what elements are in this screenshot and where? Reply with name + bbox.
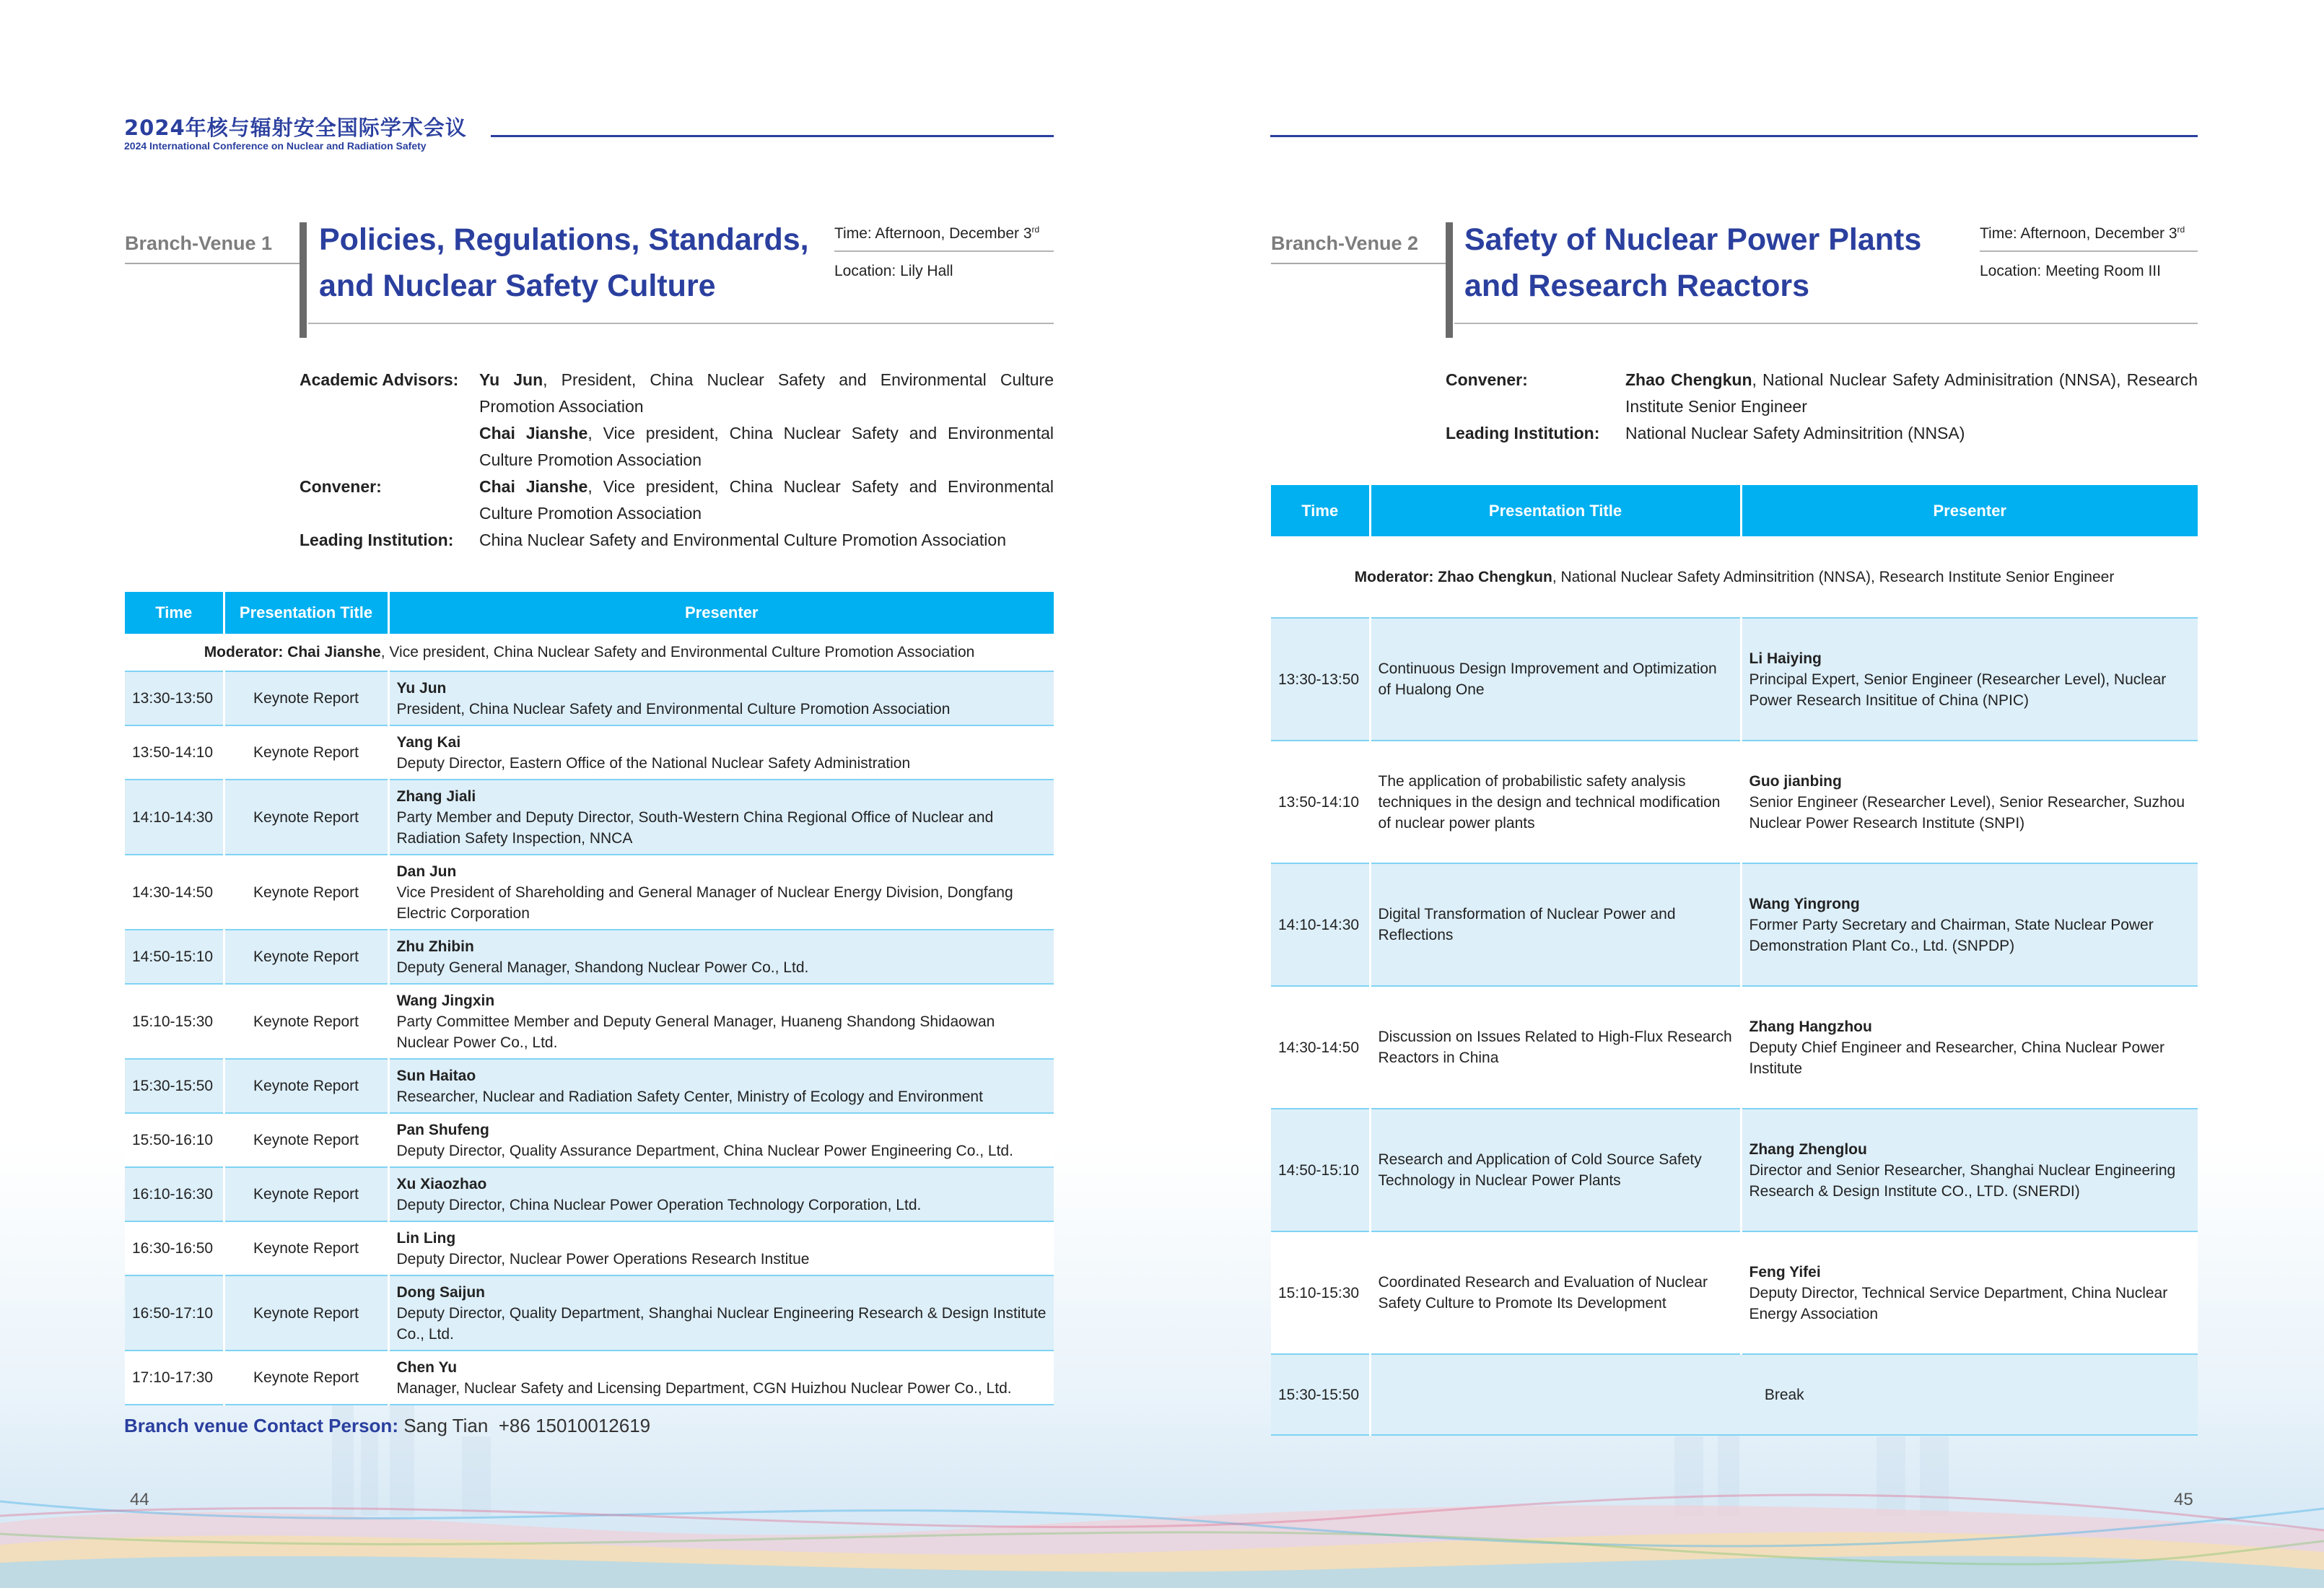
table-row — [1271, 1109, 2198, 1231]
contact-person — [124, 1415, 650, 1437]
venue-underline — [1271, 263, 1446, 264]
venue-underline — [125, 263, 300, 264]
table-row — [125, 1113, 1054, 1167]
right-info-block — [1446, 367, 2198, 453]
contact-value: Sang Tian +86 15010012619 — [398, 1415, 651, 1436]
row-presenter — [388, 855, 1054, 930]
institution-label: Leading Institution: — [300, 531, 454, 549]
row-title: Continuous Design Improvement and Optimization of Hualong One — [1370, 618, 1741, 741]
row-title: Keynote Report — [224, 1351, 388, 1405]
conference-title-en: 2024 International Conference on Nuclear and Radiation Safety — [124, 140, 427, 152]
row-presenter — [1741, 618, 2198, 741]
row-presenter — [388, 780, 1054, 855]
presenter-role: President, China Nuclear Safety and Environmental Culture Promotion Association — [396, 700, 951, 717]
row-presenter — [388, 1351, 1054, 1405]
presenter-name: Pan Shufeng — [396, 1121, 489, 1138]
row-presenter — [388, 1113, 1054, 1167]
convener-label: Convener: — [300, 477, 382, 496]
row-title: Discussion on Issues Related to High-Flux Research Reactors in China — [1370, 986, 1741, 1109]
presenter-role: Director and Senior Researcher, Shanghai Nuclear Engineering Research & Design Institute CO., LTD. (SNERDI) — [1749, 1161, 2176, 1200]
row-title: Keynote Report — [224, 780, 388, 855]
presenter-role: Deputy Director, Quality Assurance Department, China Nuclear Power Engineering Co., Ltd. — [396, 1142, 1013, 1159]
row-presenter — [388, 930, 1054, 984]
table-row — [125, 671, 1054, 725]
presenter-name: Yu Jun — [396, 679, 447, 697]
row-time: 16:30-16:50 — [125, 1221, 224, 1275]
presenter-role: Party Committee Member and Deputy General Manager, Huaneng Shandong Shidaowan Nuclear Power Co., Ltd. — [396, 1013, 995, 1051]
presenter-name: Dong Saijun — [396, 1283, 485, 1301]
presenter-name: Dan Jun — [396, 863, 457, 880]
row-time: 15:30-15:50 — [1271, 1354, 1370, 1435]
break-label: Break — [1370, 1354, 2198, 1435]
presenter-name: Li Haiying — [1749, 650, 1822, 667]
table-row — [125, 725, 1054, 780]
row-title: Coordinated Research and Evaluation of Nuclear Safety Culture to Promote Its Development — [1370, 1231, 1741, 1354]
advisor-1-role: , President, China Nuclear Safety and Environmental Culture Promotion Association — [479, 370, 1054, 416]
convener — [1625, 367, 2198, 420]
session-title — [1464, 217, 1921, 309]
venue-label: Branch-Venue 1 — [125, 232, 273, 254]
row-time: 14:10-14:30 — [1271, 863, 1370, 986]
moderator-label: Moderator: Zhao Chengkun — [1354, 568, 1552, 585]
session-title — [319, 217, 809, 309]
advisor-2-name: Chai Jianshe — [479, 424, 588, 442]
row-title: Research and Application of Cold Source Safety Technology in Nuclear Power Plants — [1370, 1109, 1741, 1231]
title-block-rule — [1454, 323, 2198, 324]
row-title: Keynote Report — [224, 1113, 388, 1167]
session-location: Location: Lily Hall — [834, 263, 953, 279]
col-header-presenter: Presenter — [388, 592, 1054, 634]
session-time-text: Time: Afternoon, December 3 — [1980, 225, 2177, 242]
row-time: 14:50-15:10 — [125, 930, 224, 984]
row-time: 15:10-15:30 — [125, 984, 224, 1059]
col-header-title: Presentation Title — [224, 592, 388, 634]
advisor-2 — [479, 420, 1054, 474]
presenter-role: Principal Expert, Senior Engineer (Researcher Level), Nuclear Power Research Insititue of China (NPIC) — [1749, 671, 2167, 709]
session-time-text: Time: Afternoon, December 3 — [834, 225, 1032, 242]
row-time: 15:30-15:50 — [125, 1059, 224, 1113]
advisor-1-name: Yu Jun — [479, 370, 543, 389]
row-presenter — [1741, 863, 2198, 986]
advisor-1 — [479, 367, 1054, 420]
presenter-role: Party Member and Deputy Director, South-Western China Regional Office of Nuclear and Radiation Safety Inspection, NNCA — [396, 808, 994, 847]
col-header-time: Time — [1271, 485, 1370, 536]
venue-label: Branch-Venue 2 — [1271, 232, 1419, 254]
row-title: Keynote Report — [224, 984, 388, 1059]
presenter-name: Xu Xiaozhao — [396, 1175, 487, 1192]
title-block-rule — [308, 323, 1054, 324]
table-row — [125, 1221, 1054, 1275]
row-title: Keynote Report — [224, 855, 388, 930]
presenter-name: Wang Jingxin — [396, 992, 495, 1009]
row-presenter — [388, 1275, 1054, 1351]
row-time: 14:30-14:50 — [1271, 986, 1370, 1109]
table-row — [125, 1059, 1054, 1113]
session-title-line1: Policies, Regulations, Standards, — [319, 222, 809, 257]
moderator-role: , National Nuclear Safety Adminsitrition (NNSA), Research Institute Senior Engineer — [1552, 568, 2115, 585]
row-title: Keynote Report — [224, 930, 388, 984]
session-title-line2: and Research Reactors — [1464, 269, 1809, 303]
table-row — [125, 1275, 1054, 1351]
convener — [479, 474, 1054, 527]
presenter-role: Manager, Nuclear Safety and Licensing Department, CGN Huizhou Nuclear Power Co., Ltd. — [396, 1379, 1012, 1397]
presenter-role: Deputy General Manager, Shandong Nuclear Power Co., Ltd. — [396, 959, 809, 976]
row-presenter — [1741, 1109, 2198, 1231]
presenter-name: Zhang Jiali — [396, 788, 476, 805]
row-time: 15:10-15:30 — [1271, 1231, 1370, 1354]
time-rule — [834, 250, 1054, 252]
row-title: Keynote Report — [224, 725, 388, 780]
row-time: 16:10-16:30 — [125, 1167, 224, 1221]
table-row — [1271, 1354, 2198, 1435]
session-time — [1980, 224, 2185, 243]
moderator-row — [125, 634, 1054, 671]
table-row — [1271, 741, 2198, 863]
right-page — [1162, 0, 2324, 1588]
row-time: 13:50-14:10 — [1271, 741, 1370, 863]
convener-role: , Vice president, China Nuclear Safety and Environmental Culture Promotion Association — [479, 477, 1054, 523]
table-row — [125, 1167, 1054, 1221]
row-presenter — [388, 1167, 1054, 1221]
conference-title-cn: 2024年核与辐射安全国际学术会议 — [124, 115, 467, 140]
row-time: 14:10-14:30 — [125, 780, 224, 855]
row-presenter — [1741, 1231, 2198, 1354]
row-presenter — [388, 1059, 1054, 1113]
presenter-name: Zhu Zhibin — [396, 938, 474, 955]
moderator-label: Moderator: Chai Jianshe — [204, 644, 381, 660]
convener-role: , National Nuclear Safety Adminisitration (NNSA), Research Institute Senior Engineer — [1625, 370, 2198, 416]
row-presenter — [1741, 986, 2198, 1109]
time-rule — [1980, 250, 2198, 252]
institution: China Nuclear Safety and Environmental Culture Promotion Association — [479, 531, 1006, 549]
col-header-presenter: Presenter — [1741, 485, 2198, 536]
convener-name: Chai Jianshe — [479, 477, 588, 496]
row-title: Keynote Report — [224, 1059, 388, 1113]
presenter-role: Senior Engineer (Researcher Level), Senior Researcher, Suzhou Nuclear Power Research Institute (SNPI) — [1749, 793, 2185, 832]
contact-label: Branch venue Contact Person: — [124, 1415, 398, 1436]
row-title: Keynote Report — [224, 1275, 388, 1351]
presenter-role: Deputy Director, Technical Service Department, China Nuclear Energy Association — [1749, 1284, 2168, 1322]
row-title: Keynote Report — [224, 1167, 388, 1221]
row-presenter — [388, 671, 1054, 725]
session-location: Location: Meeting Room III — [1980, 263, 2161, 279]
col-header-time: Time — [125, 592, 224, 634]
header-rule — [1270, 135, 2198, 137]
session-title-line2: and Nuclear Safety Culture — [319, 269, 716, 303]
presenter-role: Deputy Director, China Nuclear Power Operation Technology Corporation, Ltd. — [396, 1196, 922, 1213]
right-schedule-table — [1271, 485, 2198, 1436]
row-time: 16:50-17:10 — [125, 1275, 224, 1351]
left-schedule-table — [125, 592, 1054, 1405]
moderator-row — [1271, 536, 2198, 618]
presenter-name: Lin Ling — [396, 1229, 456, 1247]
presenter-role: Deputy Chief Engineer and Researcher, China Nuclear Power Institute — [1749, 1039, 2164, 1077]
row-time: 13:50-14:10 — [125, 725, 224, 780]
table-row — [1271, 863, 2198, 986]
presenter-role: Deputy Director, Quality Department, Shanghai Nuclear Engineering Research & Design Institute Co., Ltd. — [396, 1304, 1047, 1343]
presenter-role: Vice President of Shareholding and General Manager of Nuclear Energy Division, Dongfang Electric Corporation — [396, 884, 1013, 922]
advisor-2-role: , Vice president, China Nuclear Safety and Environmental Culture Promotion Association — [479, 424, 1054, 469]
presenter-name: Zhang Zhenglou — [1749, 1140, 1867, 1158]
table-row — [1271, 986, 2198, 1109]
presenter-name: Yang Kai — [396, 733, 461, 751]
presenter-role: Deputy Director, Nuclear Power Operations Research Institue — [396, 1250, 810, 1268]
title-accent-bar — [300, 222, 307, 338]
row-time: 15:50-16:10 — [125, 1113, 224, 1167]
session-time — [834, 224, 1039, 243]
convener-name: Zhao Chengkun — [1625, 370, 1752, 389]
presenter-name: Feng Yifei — [1749, 1263, 1821, 1281]
row-time: 17:10-17:30 — [125, 1351, 224, 1405]
table-row — [1271, 618, 2198, 741]
presenter-name: Sun Haitao — [396, 1067, 476, 1084]
advisors-label: Academic Advisors: — [300, 370, 459, 389]
row-time: 14:50-15:10 — [1271, 1109, 1370, 1231]
row-time: 13:30-13:50 — [1271, 618, 1370, 741]
row-presenter — [388, 984, 1054, 1059]
row-time: 14:30-14:50 — [125, 855, 224, 930]
row-title: Digital Transformation of Nuclear Power and Reflections — [1370, 863, 1741, 986]
title-accent-bar — [1446, 222, 1453, 338]
institution-label: Leading Institution: — [1446, 424, 1600, 442]
presenter-name: Guo jianbing — [1749, 772, 1842, 790]
presenter-role: Researcher, Nuclear and Radiation Safety Center, Ministry of Ecology and Environment — [396, 1088, 983, 1105]
institution: National Nuclear Safety Adminsitrition (NNSA) — [1625, 424, 1965, 442]
header-rule — [491, 135, 1054, 137]
session-title-line1: Safety of Nuclear Power Plants — [1464, 222, 1922, 257]
col-header-title: Presentation Title — [1370, 485, 1741, 536]
presenter-name: Zhang Hangzhou — [1749, 1018, 1872, 1035]
left-info-block — [300, 367, 1054, 562]
page-number: 44 — [130, 1490, 149, 1509]
moderator-role: , Vice president, China Nuclear Safety and Environmental Culture Promotion Association — [380, 644, 975, 660]
table-row — [125, 984, 1054, 1059]
session-time-sup: rd — [2177, 224, 2185, 235]
row-presenter — [388, 1221, 1054, 1275]
presenter-name: Chen Yu — [396, 1358, 458, 1376]
row-title: The application of probabilistic safety analysis techniques in the design and technical modification of nuclear power plants — [1370, 741, 1741, 863]
presenter-role: Deputy Director, Eastern Office of the National Nuclear Safety Administration — [396, 754, 911, 772]
page-number: 45 — [2174, 1490, 2193, 1509]
table-row — [125, 780, 1054, 855]
table-row — [125, 855, 1054, 930]
convener-label: Convener: — [1446, 370, 1528, 389]
session-time-sup: rd — [1031, 224, 1040, 235]
table-row — [125, 1351, 1054, 1405]
table-row — [125, 930, 1054, 984]
row-title: Keynote Report — [224, 671, 388, 725]
row-time: 13:30-13:50 — [125, 671, 224, 725]
row-title: Keynote Report — [224, 1221, 388, 1275]
presenter-name: Wang Yingrong — [1749, 895, 1860, 912]
presenter-role: Former Party Secretary and Chairman, State Nuclear Power Demonstration Plant Co., Ltd. (SNPDP) — [1749, 916, 2154, 954]
row-presenter — [388, 725, 1054, 780]
table-row — [1271, 1231, 2198, 1354]
row-presenter — [1741, 741, 2198, 863]
